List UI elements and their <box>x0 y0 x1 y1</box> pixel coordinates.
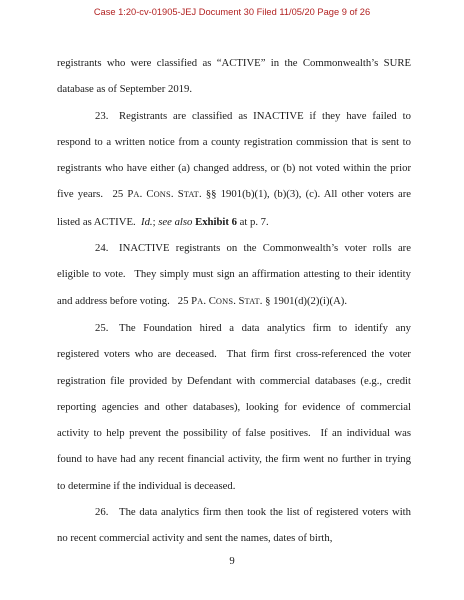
p24-sc-tat: TAT <box>244 296 260 306</box>
p23-text-c: . C <box>139 188 154 201</box>
paragraph-24 <box>57 235 411 315</box>
p23-sc-tat: TAT <box>183 190 199 200</box>
p23-text-i: ; <box>152 215 159 228</box>
paragraph-25: 25. The Foundation hired a data analytics firm to identify any registered voters who are deceased. That firm first cross-referenced the voter registration file provided by Defendant with commercial databases (e.g., credit reporting agencies and other databases), looking for evidence of commercial activity to help prevent the possibility of false positives. If an individual was found to have had any recent financial activity, the firm went no further in trying to determine if the individual is deceased. <box>57 321 411 492</box>
page-number: 9 <box>229 555 235 567</box>
document-body <box>57 50 411 552</box>
p24-text-e: . S <box>233 294 245 307</box>
p24-text-c: . C <box>203 294 216 307</box>
paragraph-continuation: registrants who were classified as “ACTIVE” in the Commonwealth’s SURE database as of September 2019. <box>57 57 411 96</box>
paragraph-23 <box>57 103 411 235</box>
p23-id-cite: Id. <box>141 215 153 228</box>
p23-sc-a: A <box>133 190 140 200</box>
p24-text-g: . § 1901(d)(2)(i)(A). <box>259 294 348 307</box>
p23-text-g: . §§ 1901(b)(1), (b)(3), (c). All other voters are listed as ACTIVE. <box>57 188 412 228</box>
p23-text-m: at p. 7. <box>236 215 269 228</box>
p24-sc-a: A <box>197 296 204 306</box>
p23-text-e: . S <box>170 188 184 201</box>
exhibit-6-ref: Exhibit 6 <box>195 215 237 228</box>
p23-see-also: see also <box>158 215 193 228</box>
paragraph-26: 26. The data analytics firm then took the list of registered voters with no recent commercial activity and sent the names, dates of birth, <box>57 506 411 545</box>
case-header: Case 1:20-cv-01905-JEJ Document 30 Filed 11/05/20 Page 9 of 26 <box>93 7 371 17</box>
p24-sc-ons: ONS <box>215 296 234 306</box>
p23-text-a: 23. Registrants are classified as INACTIVE if they have failed to respond to a written notice from a county registration commission that is sent to registrants who have either (a) changed address, or (b) not voted within the prior five years. 25 P <box>57 109 411 201</box>
p23-sc-ons: ONS <box>153 190 171 200</box>
p24-text-a: 24. INACTIVE registrants on the Commonwealth’s voter rolls are eligible to vote. They simply must sign an affirmation attesting to their identity and address before voting. 25 P <box>57 242 411 307</box>
